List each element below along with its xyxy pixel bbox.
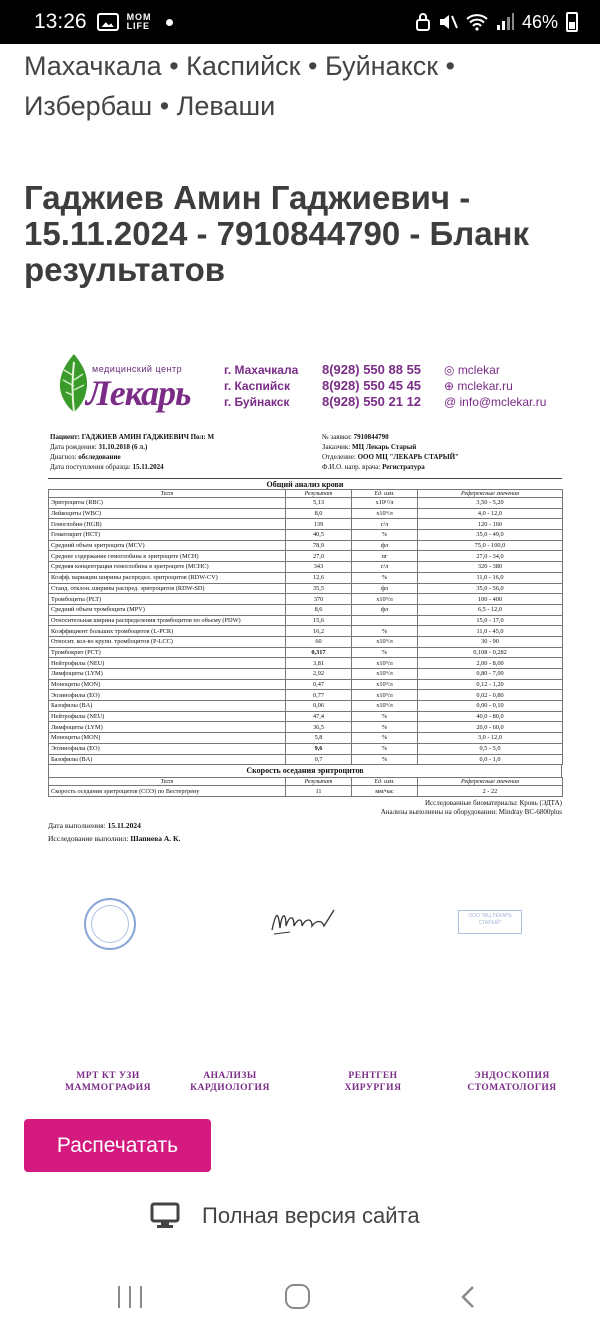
gallery-notification-icon [97, 13, 119, 31]
order-value: 7910844790 [353, 433, 389, 441]
test-name: Моноциты (MON) [49, 733, 286, 744]
test-reference: 3,50 - 5,20 [418, 498, 563, 509]
test-unit: x10⁹/л [352, 679, 418, 690]
header-contacts [444, 362, 546, 410]
full-version-link[interactable] [150, 1198, 420, 1234]
table-row [49, 626, 563, 637]
test-reference: 2 - 22 [418, 786, 563, 797]
col-unit: Ед. изм. [352, 778, 418, 786]
test-result: 36,5 [286, 722, 352, 733]
patient-info [48, 432, 562, 478]
test-name: Нейтрофилы (NEU) [49, 711, 286, 722]
services-footer [48, 1070, 562, 1100]
test-result: 139 [286, 519, 352, 530]
exec-date-value: 15.11.2024 [107, 821, 141, 831]
table-row [49, 551, 563, 562]
header-phone: 8(928) 550 21 12 [322, 394, 422, 409]
back-icon[interactable] [458, 1285, 480, 1309]
order-label: № заявки: [322, 433, 352, 441]
logo-subtitle: медицинский центр [92, 364, 183, 374]
test-name: Относительная ширина распределения тромбоцитов по объему (PDW) [49, 615, 286, 626]
table-row [49, 754, 563, 765]
battery-icon [566, 12, 578, 32]
header-city: г. Каспийск [224, 379, 290, 393]
test-reference: 320 - 380 [418, 562, 563, 573]
round-stamp-icon [84, 898, 136, 950]
test-name: Базофилы (BA) [49, 754, 286, 765]
test-name: Нейтрофилы (NEU) [49, 658, 286, 669]
test-result: 8,6 [286, 604, 352, 615]
header-city: г. Махачкала [224, 363, 299, 377]
doctor-value: Регистратура [382, 463, 425, 471]
test-result: 5,8 [286, 733, 352, 744]
test-reference: 35,0 - 56,0 [418, 583, 563, 594]
test-reference: 0,108 - 0,282 [418, 647, 563, 658]
test-reference: 35,0 - 49,0 [418, 530, 563, 541]
test-unit: % [352, 743, 418, 754]
test-name: Станд. отклон. ширины распред. эритроцитов (RDW-SD) [49, 583, 286, 594]
clinic-stamp-text: ООО "МЦ ЛЕКАРЬ СТАРЫЙ" [468, 913, 512, 926]
diagnosis-value: обследование [78, 453, 121, 461]
diagnosis-label: Диагноз: [50, 453, 77, 461]
dob-label: Дата рождения: [50, 443, 97, 451]
test-name: Эритроциты (RBC) [49, 498, 286, 509]
lock-icon [416, 13, 430, 31]
cbc-header-row [49, 490, 563, 498]
patient-name: Пациент: ГАДЖИЕВ АМИН ГАДЖИЕВИЧ Пол: М [50, 433, 215, 441]
test-unit: % [352, 572, 418, 583]
biomaterial-note: Исследованные биоматериалы: Кровь (ЭДТА) [424, 799, 562, 808]
test-name: Коэфф. вариации ширины распредел. эритроцитов (RDW-CV) [49, 572, 286, 583]
test-name: Гемоглобин (HGB) [49, 519, 286, 530]
service-line: МАММОГРАФИЯ [65, 1083, 151, 1093]
test-name: Коэффициент больших тромбоцитов (L-PCR) [49, 626, 286, 637]
logo-name: Лекарь [86, 373, 191, 413]
full-version-label: Полная версия сайта [202, 1203, 420, 1228]
test-name: Тромбокрит (PCT) [49, 647, 286, 658]
test-result: 0,77 [286, 690, 352, 701]
signature-icon [268, 904, 338, 938]
test-unit: % [352, 530, 418, 541]
test-reference: 20,0 - 60,0 [418, 722, 563, 733]
cbc-title: Общий анализ крови [48, 478, 562, 489]
test-reference: 100 - 400 [418, 594, 563, 605]
test-unit: x10⁹/л [352, 508, 418, 519]
test-name: Лимфоциты (LYM) [49, 669, 286, 680]
test-result: 8,0 [286, 508, 352, 519]
test-result: 12,6 [286, 572, 352, 583]
test-unit: г/л [352, 519, 418, 530]
table-row [49, 636, 563, 647]
dept-value: ООО МЦ "ЛЕКАРЬ СТАРЫЙ" [357, 453, 459, 461]
col-result: Результат [286, 778, 352, 786]
test-unit: % [352, 722, 418, 733]
test-name: Гематокрит (HCT) [49, 530, 286, 541]
test-unit: % [352, 647, 418, 658]
test-unit: x10⁹/л [352, 701, 418, 712]
dob-value: 31.10.2018 (6 л.) [98, 443, 148, 451]
website-contact [444, 378, 546, 394]
signal-icon [496, 13, 514, 31]
header-cities [224, 362, 298, 410]
test-unit: % [352, 626, 418, 637]
test-unit: x10⁹/л [352, 658, 418, 669]
test-unit: % [352, 754, 418, 765]
test-reference: 75,0 - 100,0 [418, 540, 563, 551]
test-result: 40,5 [286, 530, 352, 541]
test-result: 60 [286, 636, 352, 647]
test-reference: 4,0 - 12,0 [418, 508, 563, 519]
executor-label: Исследование выполнил: [48, 834, 129, 844]
table-row [49, 519, 563, 530]
service-line: ХИРУРГИЯ [344, 1083, 402, 1093]
table-row [49, 594, 563, 605]
test-unit: фл [352, 604, 418, 615]
table-row [49, 508, 563, 519]
test-result: 2,92 [286, 669, 352, 680]
test-unit: пг [352, 551, 418, 562]
service-line: КАРДИОЛОГИЯ [190, 1083, 270, 1093]
equipment-note: Анализы выполнены на оборудовании: Mindray BC-6800plus [380, 808, 562, 817]
header-phones [322, 362, 421, 410]
test-result: 370 [286, 594, 352, 605]
col-unit: Ед. изм. [352, 490, 418, 498]
table-row [49, 647, 563, 658]
test-reference: 120 - 160 [418, 519, 563, 530]
mom-text: MOM [126, 12, 152, 22]
dob-line [50, 442, 214, 452]
test-result: 35,5 [286, 583, 352, 594]
table-row [49, 733, 563, 744]
col-reference: Референсные значения [418, 490, 563, 498]
customer-label: Заказчик: [322, 443, 351, 451]
test-unit: % [352, 733, 418, 744]
analysis-notes [48, 799, 562, 817]
status-bar [0, 0, 600, 44]
test-unit: x10⁹/л [352, 594, 418, 605]
executor-value: Шапиева А. К. [130, 834, 181, 844]
doctor-line [322, 462, 459, 472]
instagram-icon: ◎ [444, 363, 458, 377]
table-row [49, 658, 563, 669]
test-name: Моноциты (MON) [49, 679, 286, 690]
desktop-icon [150, 1202, 180, 1230]
test-name: Тромбоциты (PLT) [49, 594, 286, 605]
print-button[interactable]: Распечатать [24, 1119, 211, 1172]
city-list: Махачкала • Каспийск • Буйнакск • Избербаш • Леваши [24, 51, 455, 121]
service-group [328, 1070, 418, 1094]
service-line: СТОМАТОЛОГИЯ [467, 1083, 557, 1093]
col-test: Тест [49, 490, 286, 498]
service-line: ЭНДОСКОПИЯ [474, 1071, 550, 1081]
service-line: МРТ КТ УЗИ [76, 1071, 140, 1081]
esr-table [48, 777, 563, 797]
navigation-bar [0, 1270, 600, 1332]
table-row [49, 743, 563, 754]
mute-icon [438, 13, 458, 31]
table-row [49, 530, 563, 541]
customer-line [322, 442, 459, 452]
test-unit [352, 615, 418, 626]
test-reference: 0,02 - 0,80 [418, 690, 563, 701]
test-result: 0,47 [286, 679, 352, 690]
table-row [49, 604, 563, 615]
patient-name-line [50, 432, 214, 442]
test-result: 11 [286, 786, 352, 797]
test-reference: 11,0 - 16,0 [418, 572, 563, 583]
life-text: LIFE [126, 21, 151, 31]
table-row [49, 583, 563, 594]
cbc-body [49, 498, 563, 765]
test-name: Эозинофилы (EO) [49, 743, 286, 754]
test-reference: 15,0 - 17,0 [418, 615, 563, 626]
test-result: 0,06 [286, 701, 352, 712]
test-reference: 30 - 90 [418, 636, 563, 647]
test-unit: x10⁹/л [352, 669, 418, 680]
table-row [49, 572, 563, 583]
order-line [322, 432, 459, 442]
test-reference: 0,00 - 0,10 [418, 701, 563, 712]
diagnosis-line [50, 452, 214, 462]
patient-info-right [322, 432, 459, 472]
test-unit: % [352, 711, 418, 722]
email-address: info@mclekar.ru [459, 395, 547, 409]
test-name: Базофилы (BA) [49, 701, 286, 712]
table-row [49, 669, 563, 680]
test-reference: 0,5 - 5,0 [418, 743, 563, 754]
test-result: 27,0 [286, 551, 352, 562]
esr-title: Скорость оседания эритроцитов [48, 765, 562, 777]
table-row [49, 498, 563, 509]
col-test: Тест [49, 778, 286, 786]
service-line: АНАЛИЗЫ [203, 1071, 257, 1081]
table-row [49, 711, 563, 722]
test-unit: фл [352, 583, 418, 594]
test-reference: 0,12 - 1,20 [418, 679, 563, 690]
exec-date-line [48, 819, 562, 832]
service-group [48, 1070, 168, 1094]
test-reference: 6,5 - 12,0 [418, 604, 563, 615]
patient-info-left [50, 432, 214, 472]
doctor-label: Ф.И.О. напр. врача: [322, 463, 381, 471]
table-row [49, 562, 563, 573]
instagram-handle: mclekar [457, 363, 500, 377]
service-line: РЕНТГЕН [348, 1071, 398, 1081]
table-row [49, 690, 563, 701]
customer-value: МЦ Лекарь Старый [352, 443, 417, 451]
cbc-table [48, 489, 563, 765]
table-row [49, 540, 563, 551]
service-group [180, 1070, 280, 1094]
executor-line [48, 832, 562, 845]
instagram-contact [444, 362, 546, 378]
table-row [49, 722, 563, 733]
blank-header [48, 344, 562, 434]
test-unit: фл [352, 540, 418, 551]
test-reference: 40,0 - 80,0 [418, 711, 563, 722]
test-result: 16,2 [286, 626, 352, 637]
test-unit: мм/час [352, 786, 418, 797]
globe-icon: ⊕ [444, 379, 458, 393]
email-contact [444, 394, 546, 410]
wifi-icon [466, 13, 488, 31]
battery-percent: 46% [521, 11, 558, 32]
test-name: Средняя концентрация гемоглобина в эритроците (MCHC) [49, 562, 286, 573]
status-right [416, 12, 578, 33]
test-result: 9,6 [286, 743, 352, 754]
test-unit: г/л [352, 562, 418, 573]
test-unit: x10⁹/л [352, 690, 418, 701]
dept-line [322, 452, 459, 462]
service-group [462, 1070, 562, 1094]
table-row [49, 786, 563, 797]
test-reference: 27,0 - 34,0 [418, 551, 563, 562]
test-reference: 3,0 - 12,0 [418, 733, 563, 744]
table-row [49, 615, 563, 626]
test-name: Средний объем эритроцита (MCV) [49, 540, 286, 551]
test-result: 343 [286, 562, 352, 573]
page-title: Гаджиев Амин Гаджиевич - 15.11.2024 - 7910844790 - Бланк результатов [24, 179, 530, 288]
test-unit: x10⁹/л [352, 636, 418, 647]
test-name: Лимфоциты (LYM) [49, 722, 286, 733]
header-city: г. Буйнакск [224, 395, 290, 409]
received-label: Дата поступления образца: [50, 463, 131, 471]
test-result: 47,4 [286, 711, 352, 722]
execution-info [48, 819, 562, 845]
test-result: 78,9 [286, 540, 352, 551]
esr-header-row [49, 778, 563, 786]
header-phone: 8(928) 550 88 55 [322, 362, 422, 377]
test-reference: 0,80 - 7,00 [418, 669, 563, 680]
test-name: Среднее содержание гемоглобина в эритроците (MCH) [49, 551, 286, 562]
test-reference: 2,00 - 8,00 [418, 658, 563, 669]
recent-apps-icon[interactable] [118, 1286, 142, 1308]
test-name: Эозинофилы (EO) [49, 690, 286, 701]
header-phone: 8(928) 550 45 45 [322, 378, 422, 393]
table-row [49, 679, 563, 690]
test-result: 0,317 [286, 647, 352, 658]
test-reference: 0,0 - 1,0 [418, 754, 563, 765]
col-reference: Референсные значения [418, 778, 563, 786]
test-result: 15,6 [286, 615, 352, 626]
received-line [50, 462, 214, 472]
momlife-notification-icon [127, 13, 152, 31]
exec-date-label: Дата выполнения: [48, 821, 106, 831]
test-name: Относит. кол-во крупн. тромбоцитов (P-LCC) [49, 636, 286, 647]
dept-label: Отделение: [322, 453, 356, 461]
email-icon: @ [444, 395, 460, 409]
test-name: Средний объем тромбоцита (MPV) [49, 604, 286, 615]
clinic-stamp [458, 910, 522, 934]
test-unit: x10¹²/л [352, 498, 418, 509]
home-icon[interactable] [285, 1284, 310, 1309]
test-result: 0,7 [286, 754, 352, 765]
test-reference: 11,0 - 45,0 [418, 626, 563, 637]
more-notifications-dot-icon [166, 19, 173, 26]
test-name: Лейкоциты (WBC) [49, 508, 286, 519]
result-blank [48, 344, 562, 845]
test-name: Скорость оседания эритроцитов (СОЭ) по Вестергрену [49, 786, 286, 797]
test-result: 5,13 [286, 498, 352, 509]
status-time: 13:26 [34, 10, 87, 33]
received-value: 15.11.2024 [132, 463, 164, 471]
col-result: Результат [286, 490, 352, 498]
website-url: mclekar.ru [457, 379, 513, 393]
test-result: 3,81 [286, 658, 352, 669]
table-row [49, 701, 563, 712]
